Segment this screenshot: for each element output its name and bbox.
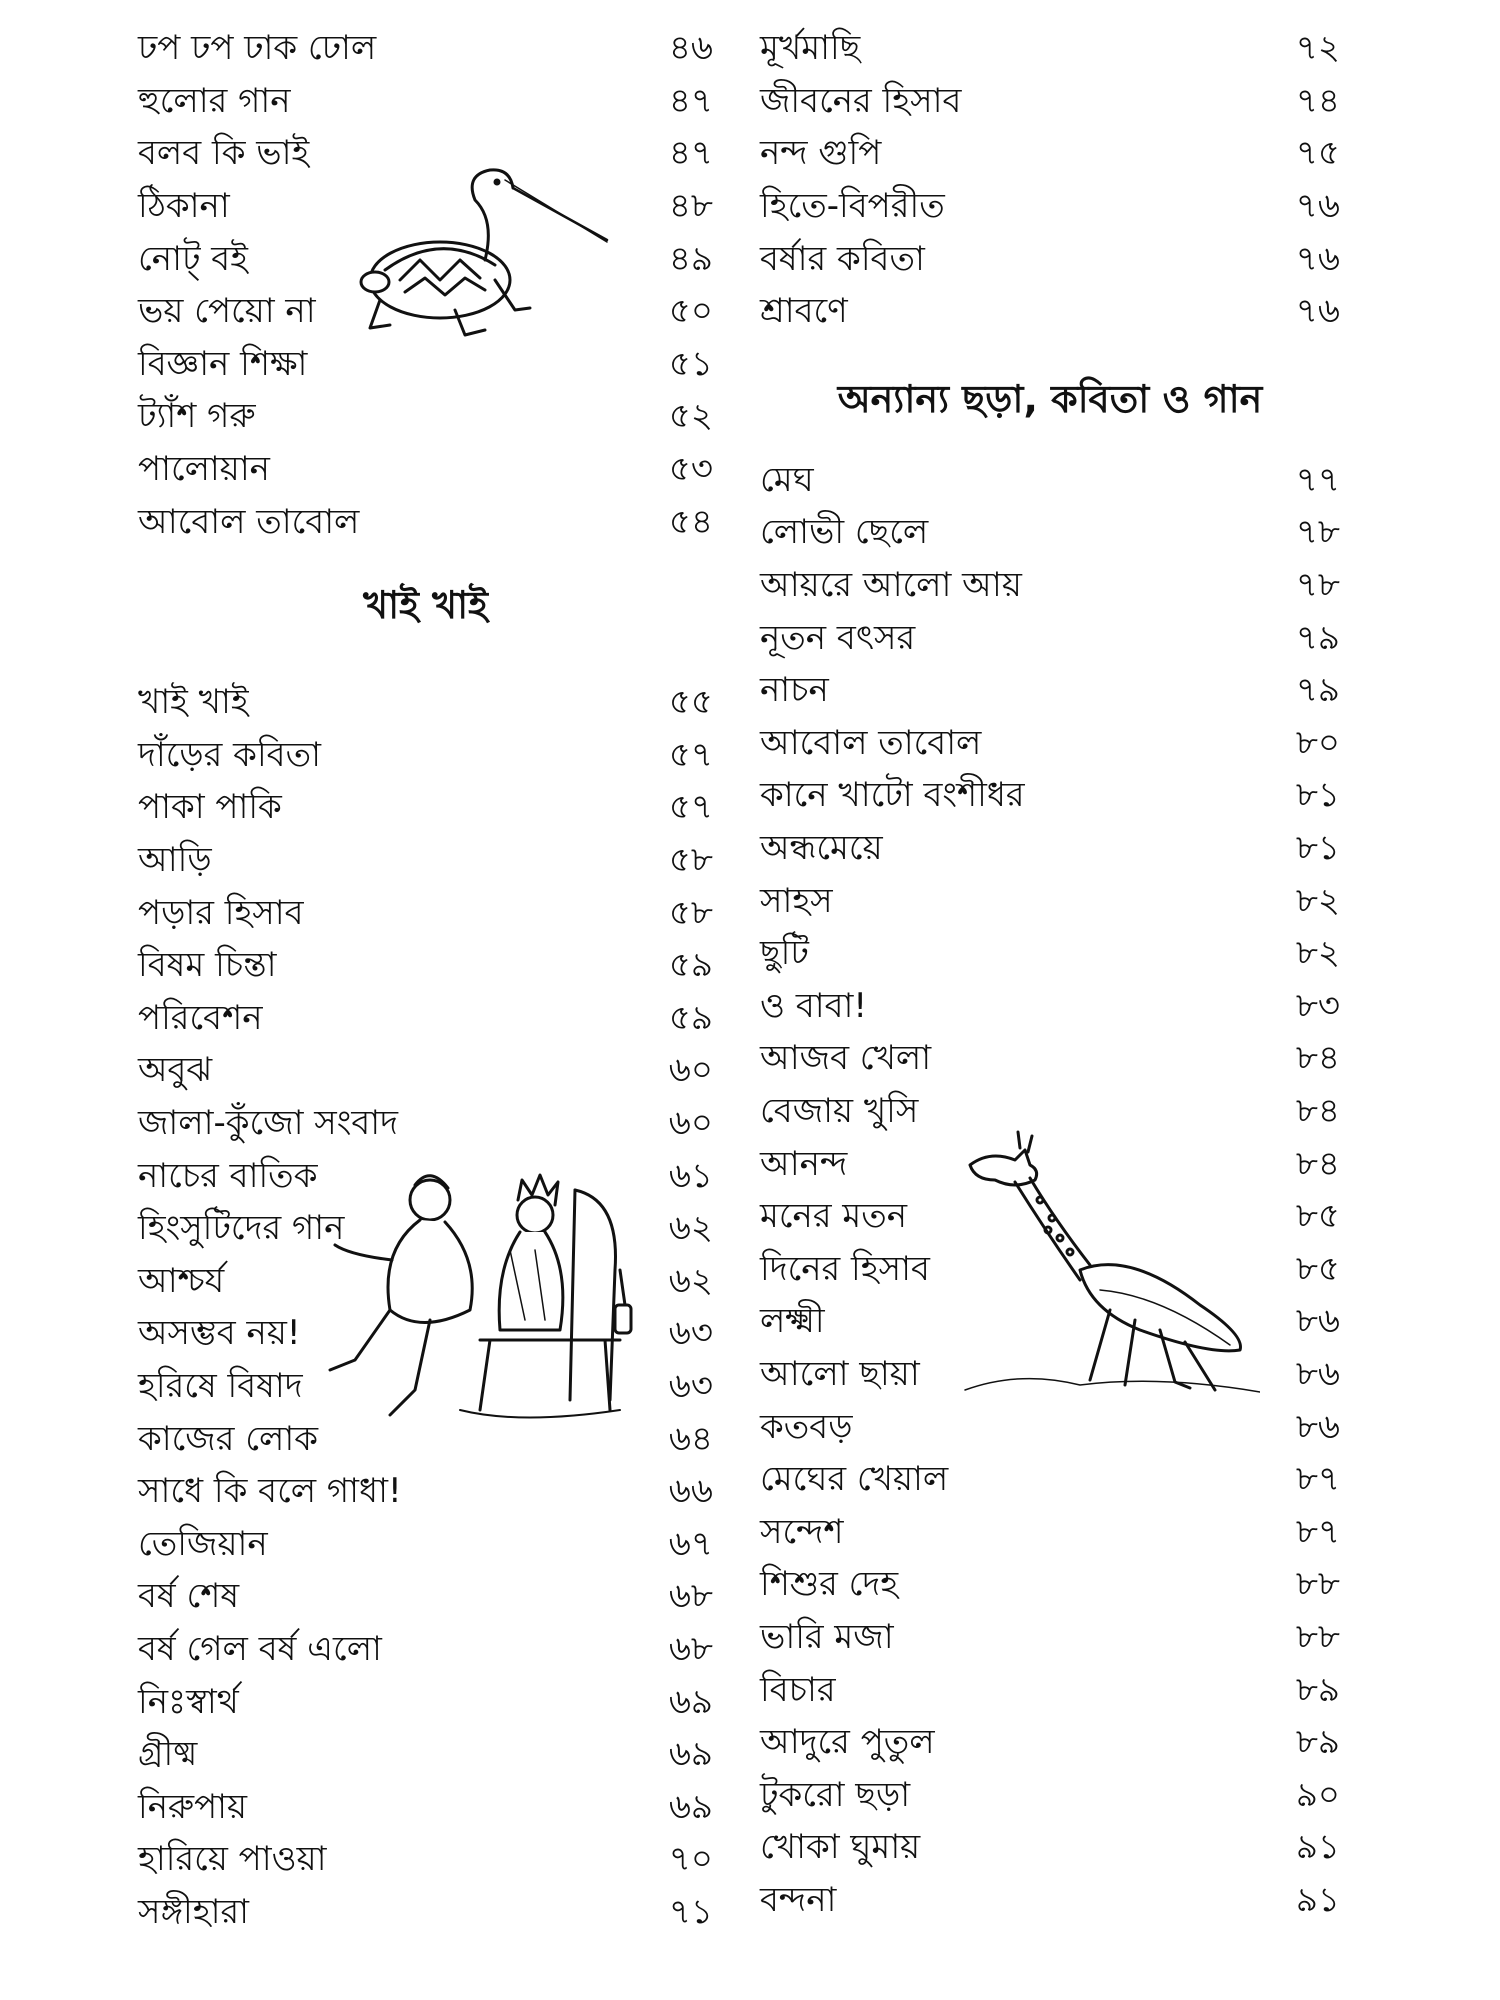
entry-page: ৬৯ <box>668 1734 713 1775</box>
entry-page: ৮৭ <box>1295 1511 1340 1552</box>
entry-page: ৮৫ <box>1295 1196 1340 1237</box>
entry-page: ৬৭ <box>668 1523 713 1564</box>
section-heading-other-rhymes: অন্যান্য ছড়া, কবিতা ও গান <box>837 376 1263 421</box>
toc-entry <box>760 1716 1340 1769</box>
entry-title: আলো ছায়া <box>760 1353 920 1394</box>
entry-page: ৮৫ <box>1295 1248 1340 1289</box>
toc-entry <box>138 1728 713 1781</box>
toc-entry <box>138 1780 713 1833</box>
entry-title: নিঃস্বার্থ <box>138 1681 239 1722</box>
toc-entry <box>138 886 713 939</box>
entry-page: ৪৬ <box>668 28 713 69</box>
entry-page: ৬৩ <box>668 1313 713 1354</box>
toc-entry <box>138 781 713 834</box>
entry-title: বর্ষার কবিতা <box>760 238 925 279</box>
entry-page: ৮৩ <box>1295 985 1340 1026</box>
entry-page: ৭০ <box>668 1839 713 1880</box>
entry-page: ৭৬ <box>1295 238 1340 279</box>
right-group-1 <box>760 22 1340 338</box>
entry-title: অন্ধমেয়ে <box>760 828 883 869</box>
entry-page: ৭৫ <box>1295 133 1340 174</box>
entry-title: পাকা পাকি <box>138 787 282 828</box>
entry-page: ৪৯ <box>668 238 713 279</box>
section-heading-khai-khai: খাই খাই <box>363 582 488 627</box>
toc-entry <box>760 664 1340 717</box>
toc-entry <box>760 180 1340 233</box>
entry-title: সাহস <box>760 880 833 921</box>
entry-title: ঢপ ঢপ ঢাক ঢোল <box>138 28 377 69</box>
entry-title: বন্দনা <box>760 1879 837 1920</box>
toc-entry <box>760 127 1340 180</box>
entry-title: জীবনের হিসাব <box>760 80 962 121</box>
toc-entry <box>760 22 1340 75</box>
toc-entry <box>138 939 713 992</box>
toc-entry <box>760 980 1340 1033</box>
toc-entry <box>760 874 1340 927</box>
entry-title: ছুটি <box>760 933 809 974</box>
entry-title: শিশুর দেহ <box>760 1564 899 1605</box>
entry-title: বর্ষ গেল বর্ষ এলো <box>138 1628 382 1669</box>
entry-page: ৮৯ <box>1295 1669 1340 1710</box>
entry-title: ভারি মজা <box>760 1616 894 1657</box>
entry-page: ৬৯ <box>668 1786 713 1827</box>
entry-title: অসম্ভব নয়! <box>138 1313 301 1354</box>
entry-title: সন্দেশ <box>760 1511 844 1552</box>
entry-page: ৬৯ <box>668 1681 713 1722</box>
entry-title: নিরুপায় <box>138 1786 248 1827</box>
entry-page: ৮২ <box>1295 933 1340 974</box>
entry-page: ৬৮ <box>668 1628 713 1669</box>
entry-title: আবোল তাবোল <box>760 722 982 763</box>
entry-page: ৮৯ <box>1295 1722 1340 1763</box>
entry-title: লক্ষ্মী <box>760 1301 825 1342</box>
entry-page: ৪৮ <box>668 186 713 227</box>
entry-page: ৫৫ <box>668 682 713 723</box>
entry-title: মূর্খমাছি <box>760 28 861 69</box>
entry-title: ও বাবা! <box>760 985 868 1026</box>
entry-title: নাচন <box>760 670 829 711</box>
entry-title: কতবড় <box>760 1406 853 1447</box>
toc-entry <box>760 1874 1340 1927</box>
toc-entry <box>138 1517 713 1570</box>
toc-entry <box>760 559 1340 612</box>
entry-page: ৫২ <box>668 396 713 437</box>
entry-page: ৬২ <box>668 1208 713 1249</box>
entry-page: ৭৭ <box>1295 459 1340 500</box>
entry-title: আশ্চর্য <box>138 1260 225 1301</box>
entry-page: ৭৮ <box>1295 512 1340 553</box>
toc-entry <box>760 1453 1340 1506</box>
entry-title: নন্দ গুপি <box>760 133 882 174</box>
entry-page: ৬৬ <box>668 1471 713 1512</box>
entry-title: আবোল তাবোল <box>138 501 360 542</box>
entry-title: খোকা ঘুমায় <box>760 1827 921 1868</box>
toc-entry <box>760 1505 1340 1558</box>
entry-page: ৪৭ <box>668 133 713 174</box>
entry-title: ঠিকানা <box>138 186 230 227</box>
entry-title: টুকরো ছড়া <box>760 1774 911 1815</box>
toc-entry <box>138 1623 713 1676</box>
entry-title: গ্রীষ্ম <box>138 1734 198 1775</box>
entry-page: ৬১ <box>668 1155 713 1196</box>
entry-title: নাচের বাতিক <box>138 1155 318 1196</box>
entry-title: আনন্দ <box>760 1143 848 1184</box>
entry-page: ৯১ <box>1295 1827 1340 1868</box>
toc-entry <box>760 232 1340 285</box>
entry-title: আদুরে পুতুল <box>760 1722 935 1763</box>
entry-title: মেঘ <box>760 459 814 500</box>
toc-entry <box>138 443 713 496</box>
entry-title: হিতে-বিপরীত <box>760 186 945 227</box>
entry-title: পড়ার হিসাব <box>138 892 304 933</box>
entry-page: ৫৮ <box>668 892 713 933</box>
entry-page: ৮৬ <box>1295 1406 1340 1447</box>
entry-page: ৬৮ <box>668 1576 713 1617</box>
toc-entry <box>760 717 1340 770</box>
entry-title: ভয় পেয়ো না <box>138 291 316 332</box>
toc-entry <box>760 506 1340 559</box>
entry-title: পালোয়ান <box>138 449 270 490</box>
entry-page: ৫৩ <box>668 449 713 490</box>
entry-page: ৫৭ <box>668 734 713 775</box>
entry-page: ৭১ <box>668 1891 713 1932</box>
toc-entry <box>138 1097 713 1150</box>
entry-title: আড়ি <box>138 840 212 881</box>
entry-title: শ্রাবণে <box>760 291 848 332</box>
entry-page: ৬০ <box>668 1102 713 1143</box>
entry-title: হরিষে বিষাদ <box>138 1365 303 1406</box>
entry-page: ৮৬ <box>1295 1353 1340 1394</box>
entry-page: ৭৬ <box>1295 186 1340 227</box>
entry-page: ৭২ <box>1295 28 1340 69</box>
toc-entry <box>138 992 713 1045</box>
entry-page: ৭৯ <box>1295 617 1340 658</box>
entry-title: বিজ্ঞান শিক্ষা <box>138 343 308 384</box>
entry-page: ৮৮ <box>1295 1616 1340 1657</box>
toc-entry <box>760 454 1340 507</box>
entry-title: খাই খাই <box>138 682 249 723</box>
entry-page: ৮১ <box>1295 828 1340 869</box>
entry-page: ৬৩ <box>668 1365 713 1406</box>
toc-entry <box>760 1611 1340 1664</box>
entry-page: ৮০ <box>1295 722 1340 763</box>
entry-title: সাধে কি বলে গাধা! <box>138 1471 402 1512</box>
entry-page: ৯১ <box>1295 1879 1340 1920</box>
toc-entry <box>138 1570 713 1623</box>
entry-title: দাঁড়ের কবিতা <box>138 734 321 775</box>
entry-title: কানে খাটো বংশীধর <box>760 775 1025 816</box>
entry-title: বর্ষ শেষ <box>138 1576 240 1617</box>
toc-entry <box>760 1032 1340 1085</box>
entry-title: পরিবেশন <box>138 997 263 1038</box>
entry-title: বেজায় খুসি <box>760 1090 919 1131</box>
toc-entry <box>138 22 713 75</box>
entry-title: দিনের হিসাব <box>760 1248 930 1289</box>
entry-page: ৭৪ <box>1295 80 1340 121</box>
toc-entry <box>138 834 713 887</box>
toc-entry <box>760 285 1340 338</box>
entry-page: ৭৮ <box>1295 565 1340 606</box>
toc-entry <box>760 769 1340 822</box>
toc-entry <box>760 1821 1340 1874</box>
entry-page: ৮৭ <box>1295 1459 1340 1500</box>
entry-page: ৮১ <box>1295 775 1340 816</box>
entry-title: বলব কি ভাই <box>138 133 310 174</box>
toc-entry <box>138 75 713 128</box>
entry-page: ৫৮ <box>668 840 713 881</box>
entry-title: তেজিয়ান <box>138 1523 268 1564</box>
toc-entry <box>138 1044 713 1097</box>
entry-page: ৫১ <box>668 343 713 384</box>
entry-page: ৮৪ <box>1295 1038 1340 1079</box>
entry-title: জালা-কুঁজো সংবাদ <box>138 1102 399 1143</box>
entry-title: কাজের লোক <box>138 1418 319 1459</box>
entry-page: ৮৮ <box>1295 1564 1340 1605</box>
giraffe-insect-illustration <box>960 1120 1260 1420</box>
entry-page: ৯০ <box>1295 1774 1340 1815</box>
toc-entry <box>760 1768 1340 1821</box>
figures-chair-illustration <box>320 1160 640 1430</box>
entry-page: ৬৪ <box>668 1418 713 1459</box>
entry-title: লোভী ছেলে <box>760 512 929 553</box>
entry-page: ৮৬ <box>1295 1301 1340 1342</box>
toc-entry <box>138 1833 713 1886</box>
entry-title: মেঘের খেয়াল <box>760 1459 949 1500</box>
right-column <box>760 22 1340 1926</box>
entry-title: সঙ্গীহারা <box>138 1891 250 1932</box>
toc-entry <box>760 822 1340 875</box>
entry-page: ৮৪ <box>1295 1143 1340 1184</box>
toc-entry <box>138 390 713 443</box>
entry-page: ৫৯ <box>668 945 713 986</box>
toc-entry <box>138 1886 713 1939</box>
entry-page: ৮২ <box>1295 880 1340 921</box>
toc-entry <box>138 1465 713 1518</box>
turtle-bird-illustration <box>345 160 615 350</box>
entry-page: ৫০ <box>668 291 713 332</box>
entry-title: হারিয়ে পাওয়া <box>138 1839 327 1880</box>
toc-entry <box>138 729 713 782</box>
entry-page: ৫৪ <box>668 501 713 542</box>
toc-entry <box>760 611 1340 664</box>
entry-page: ৭৯ <box>1295 670 1340 711</box>
toc-entry <box>138 495 713 548</box>
entry-title: মনের মতন <box>760 1196 908 1237</box>
entry-title: হুলোর গান <box>138 80 291 121</box>
entry-page: ৫৯ <box>668 997 713 1038</box>
toc-entry <box>138 676 713 729</box>
entry-page: ৪৭ <box>668 80 713 121</box>
toc-entry <box>760 1663 1340 1716</box>
entry-page: ৭৬ <box>1295 291 1340 332</box>
entry-title: নূতন বৎসর <box>760 617 916 658</box>
entry-page: ৬২ <box>668 1260 713 1301</box>
entry-page: ৮৪ <box>1295 1090 1340 1131</box>
toc-entry <box>760 927 1340 980</box>
entry-title: আজব খেলা <box>760 1038 932 1079</box>
entry-page: ৫৭ <box>668 787 713 828</box>
entry-title: বিচার <box>760 1669 836 1710</box>
entry-page: ৬০ <box>668 1050 713 1091</box>
toc-entry <box>760 1558 1340 1611</box>
entry-title: বিষম চিন্তা <box>138 945 277 986</box>
entry-title: হিংসুটিদের গান <box>138 1208 345 1249</box>
entry-title: ট্যাঁশ গরু <box>138 396 256 437</box>
toc-entry <box>138 1675 713 1728</box>
entry-title: অবুঝ <box>138 1050 213 1091</box>
entry-title: আয়রে আলো আয় <box>760 565 1022 606</box>
entry-title: নোট্ বই <box>138 238 248 279</box>
toc-entry <box>760 75 1340 128</box>
